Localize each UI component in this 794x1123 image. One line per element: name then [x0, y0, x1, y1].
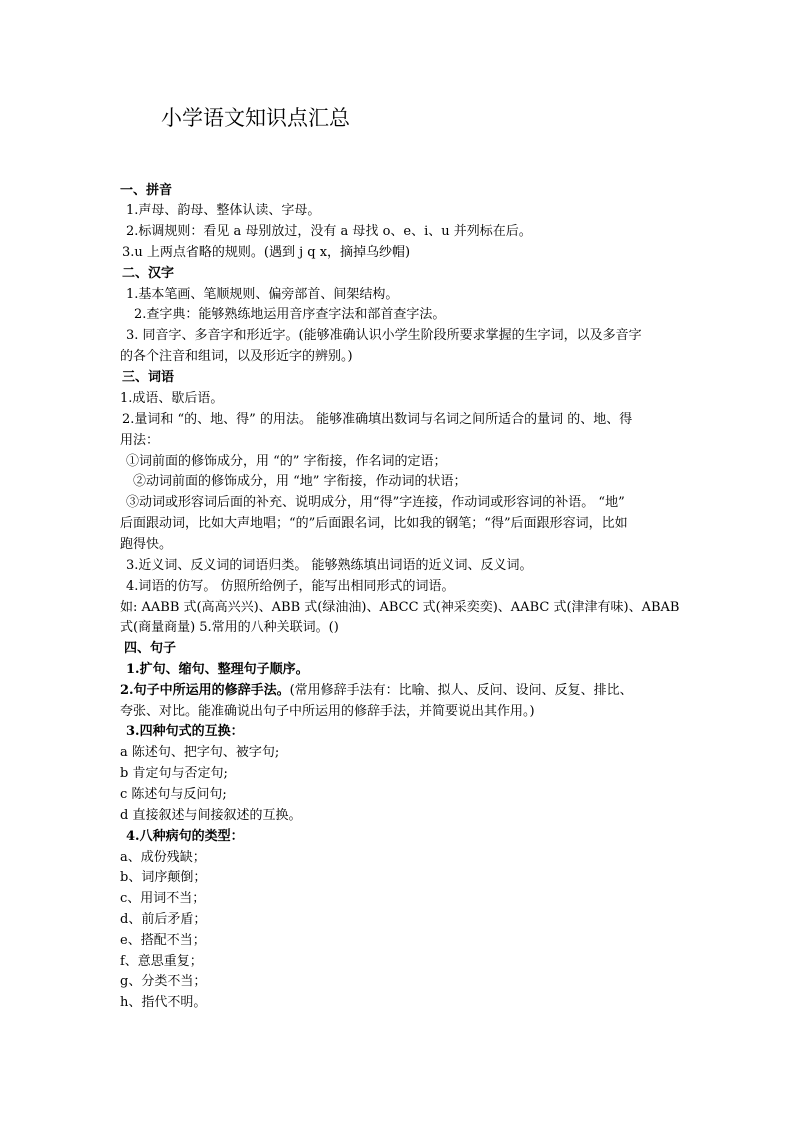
text-line — [120, 681, 633, 701]
text-line: 1.基本笔画、笔顺规则、偏旁部首、间架结构。 — [126, 287, 399, 302]
text-line: 夸张、对比。能准确说出句子中所运用的修辞手法，并简要说出其作用。) — [120, 704, 535, 719]
list-item: g、分类不当； — [120, 974, 207, 989]
list-item: f、意思重复； — [120, 954, 203, 969]
text-line: 1.扩句、缩句、整理句子顺序。 — [126, 662, 309, 677]
text-line: 后面跟动词，比如大声地唱；“的”后面跟名词，比如我的钢笔；“得”后面跟形容词，比如 — [120, 516, 628, 531]
section-heading-hanzi: 二、汉字 — [122, 266, 175, 281]
text-line: 的各个注音和组词，以及形近字的辨别。) — [120, 349, 353, 364]
list-item: c 陈述句与反问句; — [120, 787, 227, 802]
text-line: 3.近义词、反义词的词语归类。 能够熟练填出词语的近义词、反义词。 — [126, 558, 533, 573]
rhetoric-note: (常用修辞手法有：比喻、拟人、反问、设问、反复、排比、 — [289, 683, 633, 698]
text-line: 4.词语的仿写。 仿照所给例子，能写出相同形式的词语。 — [126, 579, 455, 594]
text-line: 如: AABB 式(高高兴兴)、ABB 式(绿油油)、ABCC 式(神采奕奕)、AABC 式(津津有味)、ABAB — [120, 600, 680, 615]
text-line: ③动词或形容词后面的补充、说明成分，用“得”字连接，作动词或形容词的补语。 “地” — [126, 495, 625, 510]
section-heading-pinyin: 一、拼音 — [120, 183, 173, 198]
text-line: 1.成语、歇后语。 — [120, 391, 224, 406]
list-item: c、用词不当； — [120, 891, 206, 906]
text-line: 用法： — [120, 433, 160, 448]
text-line: 3.u 上两点省略的规则。(遇到 j q x，摘掉乌纱帽) — [122, 245, 411, 260]
text-line: 2.查字典：能够熟练地运用音序查字法和部首查字法。 — [134, 307, 446, 322]
text-line: 2.量词和 “的、地、得” 的用法。 能够准确填出数词与名词之间所适合的量词 的、地、得 — [122, 412, 633, 427]
text-line: 跑得快。 — [120, 537, 173, 552]
text-line: 式(商量商量) 5.常用的八种关联词。() — [120, 620, 339, 635]
list-item: a、成份残缺； — [120, 850, 206, 865]
page-title: 小学语文知识点汇总 — [161, 106, 350, 130]
text-line: ①词前面的修饰成分，用 “的” 字衔接，作名词的定语； — [126, 454, 447, 469]
list-item: b 肯定句与否定句; — [120, 766, 228, 781]
list-item: b、词序颠倒； — [120, 870, 207, 885]
list-item: d、前后矛盾； — [120, 912, 207, 927]
subheading-rhetoric: 2.句子中所运用的修辞手法。 — [120, 683, 290, 698]
list-item: a 陈述句、把字句、被字句; — [120, 745, 280, 760]
text-line: 1.声母、韵母、整体认读、字母。 — [126, 203, 321, 218]
section-heading-juzi: 四、句子 — [124, 641, 177, 656]
subheading-sick-sentences: 4.八种病句的类型： — [126, 829, 244, 844]
text-line: 2.标调规则：看见 a 母别放过，没有 a 母找 o、e、i、u 并列标在后。 — [126, 224, 532, 239]
list-item: d 直接叙述与间接叙述的互换。 — [120, 808, 302, 823]
text-line: 3. 同音字、多音字和形近字。(能够准确认识小学生阶段所要求掌握的生字词，以及多音字 — [126, 328, 642, 343]
section-heading-ciyu: 三、词语 — [122, 370, 175, 385]
list-item: e、搭配不当； — [120, 933, 206, 948]
text-line: ②动词前面的修饰成分，用 “地” 字衔接，作动词的状语； — [133, 474, 467, 489]
list-item: h、指代不明。 — [120, 995, 207, 1010]
subheading-sentence-types: 3.四种句式的互换： — [126, 724, 244, 739]
